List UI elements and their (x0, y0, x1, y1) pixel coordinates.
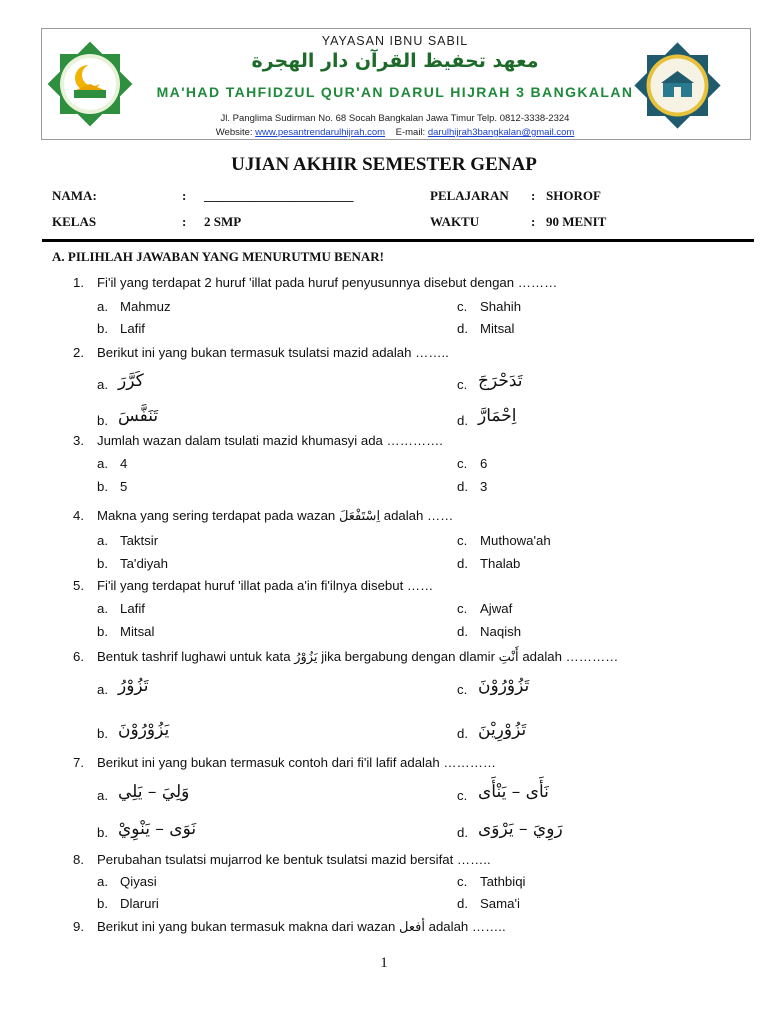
q1-option-a-letter: a. (97, 299, 108, 314)
q9-wazan: أفعل (399, 920, 425, 935)
q6-option-d: تَزُوْرِيْنَ (478, 720, 527, 740)
q7-option-b: نَوَى – يَنْوِيْ (118, 819, 197, 839)
q3-option-a: 4 (120, 456, 128, 471)
q6-option-b-letter: b. (97, 726, 108, 741)
q2-option-b: تَنَفَّسَ (118, 406, 159, 426)
time-value: 90 MENIT (546, 214, 607, 229)
q1-option-c-letter: c. (457, 299, 468, 314)
q4-text-before: Makna yang sering terdapat pada wazan (97, 508, 336, 523)
question-6-text (97, 649, 618, 665)
question-5-number: 5. (73, 578, 84, 593)
q6-option-a: تَزُوْرُ (118, 676, 149, 696)
school-address: Jl. Panglima Sudirman No. 68 Socah Bangkalan Jawa Timur Telp. 0812-3338-2324 (220, 113, 570, 124)
page-number: 1 (380, 955, 388, 971)
q4-wazan: اِسْتَفْعَلَ (338, 509, 381, 524)
q8-option-b: Dlaruri (120, 896, 159, 911)
q3-option-d-letter: d. (457, 479, 468, 494)
question-8-number: 8. (73, 852, 84, 867)
class-label: KELAS (52, 214, 97, 229)
school-name: MA'HAD TAHFIDZUL QUR'AN DARUL HIJRAH 3 BANGKALAN (156, 84, 634, 100)
q6-text-before: Bentuk tashrif lughawi untuk kata (97, 649, 291, 664)
q4-option-d-letter: d. (457, 556, 468, 571)
q6-option-b: يَزُوْرُوْنَ (118, 720, 170, 740)
website-link[interactable]: www.pesantrendarulhijrah.com (255, 127, 386, 138)
email-label: E-mail: (395, 127, 426, 138)
subject-colon: : (531, 188, 536, 203)
q4-option-b: Ta'diyah (120, 556, 168, 571)
q4-option-c: Muthowa'ah (480, 533, 551, 548)
q4-text-after: adalah …… (383, 508, 454, 523)
q4-option-b-letter: b. (97, 556, 108, 571)
q8-option-c: Tathbiqi (480, 874, 526, 889)
q5-option-d: Naqish (480, 624, 522, 639)
q1-option-b: Lafif (120, 321, 145, 336)
q2-option-c-letter: c. (457, 377, 468, 392)
subject-value: SHOROF (546, 188, 601, 203)
question-7-number: 7. (73, 755, 84, 770)
question-3-text: Jumlah wazan dalam tsulati mazid khumasyi ada …………. (97, 433, 443, 448)
q8-option-a-letter: a. (97, 874, 108, 889)
name-blank: _______________________ (204, 188, 354, 203)
q1-option-d-letter: d. (457, 321, 468, 336)
q3-option-c: 6 (480, 456, 488, 471)
question-4-number: 4. (73, 508, 84, 523)
school-logo-left (44, 38, 136, 130)
q5-option-b: Mitsal (120, 624, 155, 639)
q8-option-a: Qiyasi (120, 874, 157, 889)
time-label: WAKTU (430, 214, 480, 229)
q5-option-a: Lafif (120, 601, 145, 616)
class-colon: : (182, 214, 187, 229)
question-4-text (97, 508, 453, 524)
q6-pronoun: أَنْتِ (498, 650, 519, 665)
question-2-text: Berikut ini yang bukan termasuk tsulatsi mazid adalah …….. (97, 345, 449, 360)
q7-option-c: نَأَى – يَنْأَى (478, 782, 549, 802)
arabic-institution-name: معهد تحفيظ القرآن دار الهجرة (251, 50, 539, 72)
school-logo-right (630, 38, 725, 133)
q1-option-d: Mitsal (480, 321, 515, 336)
website-label: Website: (215, 127, 253, 138)
q5-option-c: Ajwaf (480, 601, 513, 616)
q9-text-before: Berikut ini yang bukan termasuk makna dari wazan (97, 919, 396, 934)
name-label: NAMA: (52, 188, 97, 203)
q3-option-c-letter: c. (457, 456, 468, 471)
q6-word: يَزُوْرُ (294, 650, 318, 665)
q8-option-c-letter: c. (457, 874, 468, 889)
question-9-number: 9. (73, 919, 84, 934)
q3-option-b-letter: b. (97, 479, 108, 494)
question-1-number: 1. (73, 275, 84, 290)
q7-option-a: وَلِيَ – يَلِي (118, 782, 190, 802)
q5-option-c-letter: c. (457, 601, 468, 616)
question-2-number: 2. (73, 345, 84, 360)
q2-option-b-letter: b. (97, 413, 108, 428)
q7-option-b-letter: b. (97, 825, 108, 840)
question-3-number: 3. (73, 433, 84, 448)
divider-rule (42, 239, 754, 242)
question-6-number: 6. (73, 649, 84, 664)
contact-line (150, 127, 640, 138)
q8-option-d: Sama'i (480, 896, 520, 911)
q4-option-d: Thalab (480, 556, 521, 571)
q5-option-d-letter: d. (457, 624, 468, 639)
exam-title: UJIAN AKHIR SEMESTER GENAP (231, 154, 537, 175)
q6-option-a-letter: a. (97, 682, 108, 697)
question-5-text: Fi'il yang terdapat huruf 'illat pada a'in fi'ilnya disebut …… (97, 578, 434, 593)
q3-option-b: 5 (120, 479, 128, 494)
q4-option-a-letter: a. (97, 533, 108, 548)
q4-option-c-letter: c. (457, 533, 468, 548)
q8-option-b-letter: b. (97, 896, 108, 911)
q1-option-a: Mahmuz (120, 299, 171, 314)
question-9-text (97, 919, 506, 935)
q7-option-a-letter: a. (97, 788, 108, 803)
name-colon: : (182, 188, 187, 203)
foundation-name: YAYASAN IBNU SABIL (321, 34, 469, 48)
q3-option-a-letter: a. (97, 456, 108, 471)
q7-option-d-letter: d. (457, 825, 468, 840)
q7-option-c-letter: c. (457, 788, 468, 803)
q2-option-d: اِحْمَارَّ (478, 406, 517, 426)
q3-option-d: 3 (480, 479, 488, 494)
q2-option-a-letter: a. (97, 377, 108, 392)
q6-option-c-letter: c. (457, 682, 468, 697)
q5-option-b-letter: b. (97, 624, 108, 639)
q6-text-after: adalah ………… (522, 649, 619, 664)
q2-option-a: كَرَّرَ (118, 371, 144, 391)
class-value: 2 SMP (204, 214, 242, 229)
section-a-heading: A. PILIHLAH JAWABAN YANG MENURUTMU BENAR! (52, 249, 385, 264)
email-link[interactable]: darulhijrah3bangkalan@gmail.com (427, 127, 575, 138)
q5-option-a-letter: a. (97, 601, 108, 616)
subject-label: PELAJARAN (430, 188, 509, 203)
question-1-text: Fi'il yang terdapat 2 huruf 'illat pada huruf penyusunnya disebut dengan ……… (97, 275, 558, 290)
q1-option-b-letter: b. (97, 321, 108, 336)
question-8-text: Perubahan tsulatsi mujarrod ke bentuk tsulatsi mazid bersifat …….. (97, 852, 491, 867)
q1-option-c: Shahih (480, 299, 522, 314)
q6-text-mid: jika bergabung dengan dlamir (321, 649, 495, 664)
q8-option-d-letter: d. (457, 896, 468, 911)
q9-text-after: adalah …….. (428, 919, 506, 934)
q2-option-c: تَدَحْرَجَ (478, 371, 523, 391)
question-7-text: Berikut ini yang bukan termasuk contoh dari fi'il lafif adalah ………… (97, 755, 497, 770)
q2-option-d-letter: d. (457, 413, 468, 428)
q6-option-d-letter: d. (457, 726, 468, 741)
time-colon: : (531, 214, 536, 229)
q7-option-d: رَوِيَ – يَرْوَى (478, 819, 563, 839)
q4-option-a: Taktsir (120, 533, 159, 548)
q6-option-c: تَزُوْرُوْنَ (478, 676, 530, 696)
